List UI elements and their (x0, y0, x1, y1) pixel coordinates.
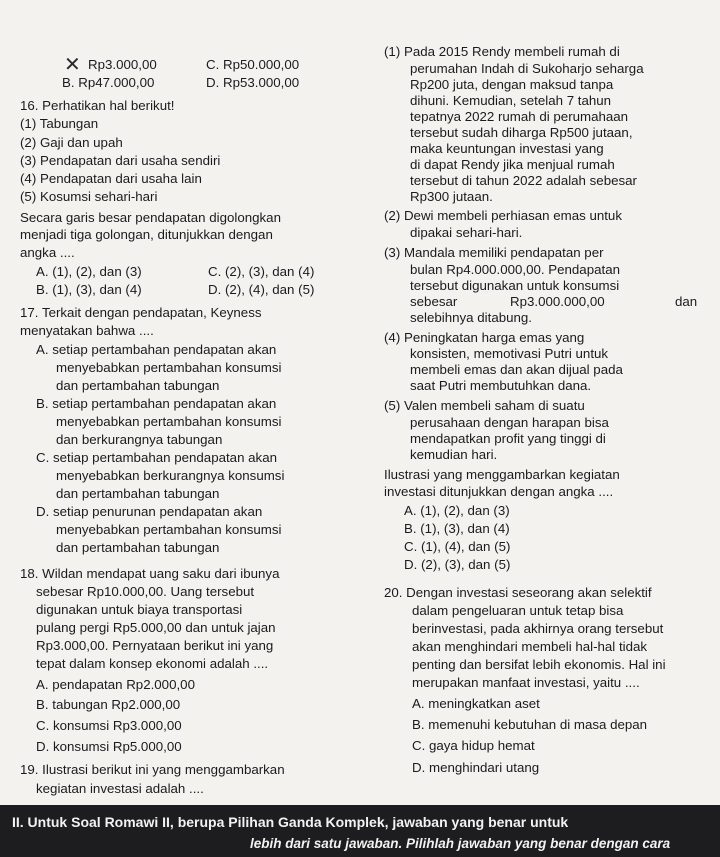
q20-stem-1: 20. Dengan investasi seseorang akan selektif (384, 585, 652, 600)
s4-line-4: saat Putri membutuhkan dana. (410, 378, 592, 393)
q16-option-b: B. (1), (3), dan (4) (36, 282, 142, 297)
s2-line-1: (2) Dewi membeli perhiasan emas untuk (384, 208, 622, 223)
section-two-instruction: lebih dari satu jawaban. Pilihlah jawaban yang benar dengan cara (250, 836, 671, 851)
s1-line-8: di dapat Rendy jika menjual rumah (410, 157, 615, 172)
q17-option-c-1: C. setiap pertambahan pendapatan akan (36, 450, 277, 465)
q16-item-1: (1) Tabungan (20, 116, 99, 131)
q16-item-2: (2) Gaji dan upah (20, 135, 123, 150)
s5-line-1: (5) Valen membeli saham di suatu (384, 398, 585, 413)
s3-amount-value: Rp3.000.000,00 (510, 294, 605, 309)
q17-option-a-3: dan pertambahan tabungan (56, 378, 220, 393)
s1-line-6: tersebut sudah diharga Rp500 jutaan, (410, 125, 633, 140)
q17-stem-2: menyatakan bahwa .... (20, 323, 154, 338)
q19-intro-1: Ilustrasi yang menggambarkan kegiatan (384, 467, 620, 482)
q18-option-c: C. konsumsi Rp3.000,00 (36, 718, 182, 733)
section-two-heading: II. Untuk Soal Romawi II, berupa Pilihan Ganda Komplek, jawaban yang benar untuk (12, 814, 569, 830)
q20-option-a: A. meningkatkan aset (412, 696, 540, 711)
s4-line-2: konsisten, memotivasi Putri untuk (410, 346, 609, 361)
s3-line-2: bulan Rp4.000.000,00. Pendapatan (410, 262, 620, 277)
prev-option-b: B. Rp47.000,00 (62, 75, 155, 90)
q16-stem: 16. Perhatikan hal berikut! (20, 98, 175, 113)
s3-line-last: selebihnya ditabung. (410, 310, 532, 325)
s5-line-2: perusahaan dengan harapan bisa (410, 415, 609, 430)
s5-line-4: kemudian hari. (410, 447, 498, 462)
q17-stem-1: 17. Terkait dengan pendapatan, Keyness (20, 305, 262, 320)
q20-stem-4: akan menghindari membeli hal-hal tidak (412, 639, 648, 654)
q17-option-a-2: menyebabkan pertambahan konsumsi (56, 360, 282, 375)
q17-option-a-1: A. setiap pertambahan pendapatan akan (36, 342, 277, 357)
q18-option-a: A. pendapatan Rp2.000,00 (36, 677, 195, 692)
q16-text-2: menjadi tiga golongan, ditunjukkan dengan (20, 227, 273, 242)
s1-line-2: perumahan Indah di Sukoharjo seharga (410, 61, 644, 76)
q19-stem-2: kegiatan investasi adalah .... (36, 781, 204, 796)
q17-option-d-3: dan pertambahan tabungan (56, 540, 220, 555)
q16-item-3: (3) Pendapatan dari usaha sendiri (20, 153, 221, 168)
q17-option-b-3: dan berkurangnya tabungan (56, 432, 223, 447)
s1-line-7: maka keuntungan investasi yang (410, 141, 604, 156)
q16-text-3: angka .... (20, 245, 75, 260)
q19-intro-2: investasi ditunjukkan dengan angka .... (384, 484, 614, 499)
q16-item-5: (5) Kosumsi sehari-hari (20, 189, 158, 204)
q18-stem-2: sebesar Rp10.000,00. Uang tersebut (36, 584, 255, 599)
q18-option-b: B. tabungan Rp2.000,00 (36, 697, 181, 712)
s1-line-10: Rp300 jutaan. (410, 189, 493, 204)
q18-stem-4: pulang pergi Rp5.000,00 dan untuk jajan (36, 620, 276, 635)
q20-stem-3: berinvestasi, pada akhirnya orang tersebut (412, 621, 664, 636)
s1-line-3: Rp200 juta, dengan maksud tanpa (410, 77, 614, 92)
q19-stem-1: 19. Ilustrasi berikut ini yang menggambarkan (20, 762, 285, 777)
q17-option-d-1: D. setiap penurunan pendapatan akan (36, 504, 263, 519)
q20-stem-5: penting dan bersifat lebih ekonomis. Hal ini (412, 657, 666, 672)
s4-line-3: membeli emas dan akan dijual pada (410, 362, 623, 377)
s1-line-9: tersebut di tahun 2022 adalah sebesar (410, 173, 637, 188)
q18-stem-6: tepat dalam konsep ekonomi adalah .... (36, 656, 269, 671)
s4-line-1: (4) Peningkatan harga emas yang (384, 330, 585, 345)
q19-option-b: B. (1), (3), dan (4) (404, 521, 510, 536)
q20-option-b: B. memenuhi kebutuhan di masa depan (412, 717, 648, 732)
q19-option-c: C. (1), (4), dan (5) (404, 539, 511, 554)
s5-line-3: mendapatkan profit yang tinggi di (410, 431, 606, 446)
s3-amount-label: sebesar (410, 294, 458, 309)
q17-option-b-2: menyebabkan pertambahan konsumsi (56, 414, 282, 429)
q20-stem-2: dalam pengeluaran untuk tetap bisa (412, 603, 624, 618)
q18-stem-1: 18. Wildan mendapat uang saku dari ibunya (20, 566, 280, 581)
q19-option-a: A. (1), (2), dan (3) (404, 503, 510, 518)
section-two-banner (0, 805, 720, 857)
q17-option-b-1: B. setiap pertambahan pendapatan akan (36, 396, 277, 411)
prev-option-d: D. Rp53.000,00 (206, 75, 300, 90)
q16-item-4: (4) Pendapatan dari usaha lain (20, 171, 202, 186)
q18-stem-5: Rp3.000,00. Pernyataan berikut ini yang (36, 638, 274, 653)
q19-option-d: D. (2), (3), dan (5) (404, 557, 511, 572)
q17-option-c-3: dan pertambahan tabungan (56, 486, 220, 501)
s3-amount-tail: dan (675, 294, 698, 309)
prev-option-c: C. Rp50.000,00 (206, 57, 300, 72)
q20-stem-6: merupakan manfaat investasi, yaitu .... (412, 675, 640, 690)
s2-line-2: dipakai sehari-hari. (410, 225, 523, 240)
s1-line-5: tepatnya 2022 rumah di perumahaan (410, 109, 629, 124)
q16-option-d: D. (2), (4), dan (5) (208, 282, 315, 297)
prev-option-a: Rp3.000,00 (88, 57, 157, 72)
q16-option-a: A. (1), (2), dan (3) (36, 264, 142, 279)
q18-option-d: D. konsumsi Rp5.000,00 (36, 739, 182, 754)
q17-option-c-2: menyebabkan berkurangnya konsumsi (56, 468, 285, 483)
q16-text-1: Secara garis besar pendapatan digolongkan (20, 210, 281, 225)
q17-option-d-2: menyebabkan pertambahan konsumsi (56, 522, 282, 537)
s3-line-3: tersebut digunakan untuk konsumsi (410, 278, 620, 293)
q16-option-c: C. (2), (3), dan (4) (208, 264, 315, 279)
q20-option-d: D. menghindari utang (412, 760, 540, 775)
s3-line-1: (3) Mandala memiliki pendapatan per (384, 245, 604, 260)
s1-line-1: (1) Pada 2015 Rendy membeli rumah di (384, 44, 620, 59)
answer-cross-mark: ✕ (64, 54, 81, 76)
q18-stem-3: digunakan untuk biaya transportasi (36, 602, 243, 617)
s1-line-4: dihuni. Kemudian, setelah 7 tahun (410, 93, 612, 108)
q20-option-c: C. gaya hidup hemat (412, 738, 535, 753)
